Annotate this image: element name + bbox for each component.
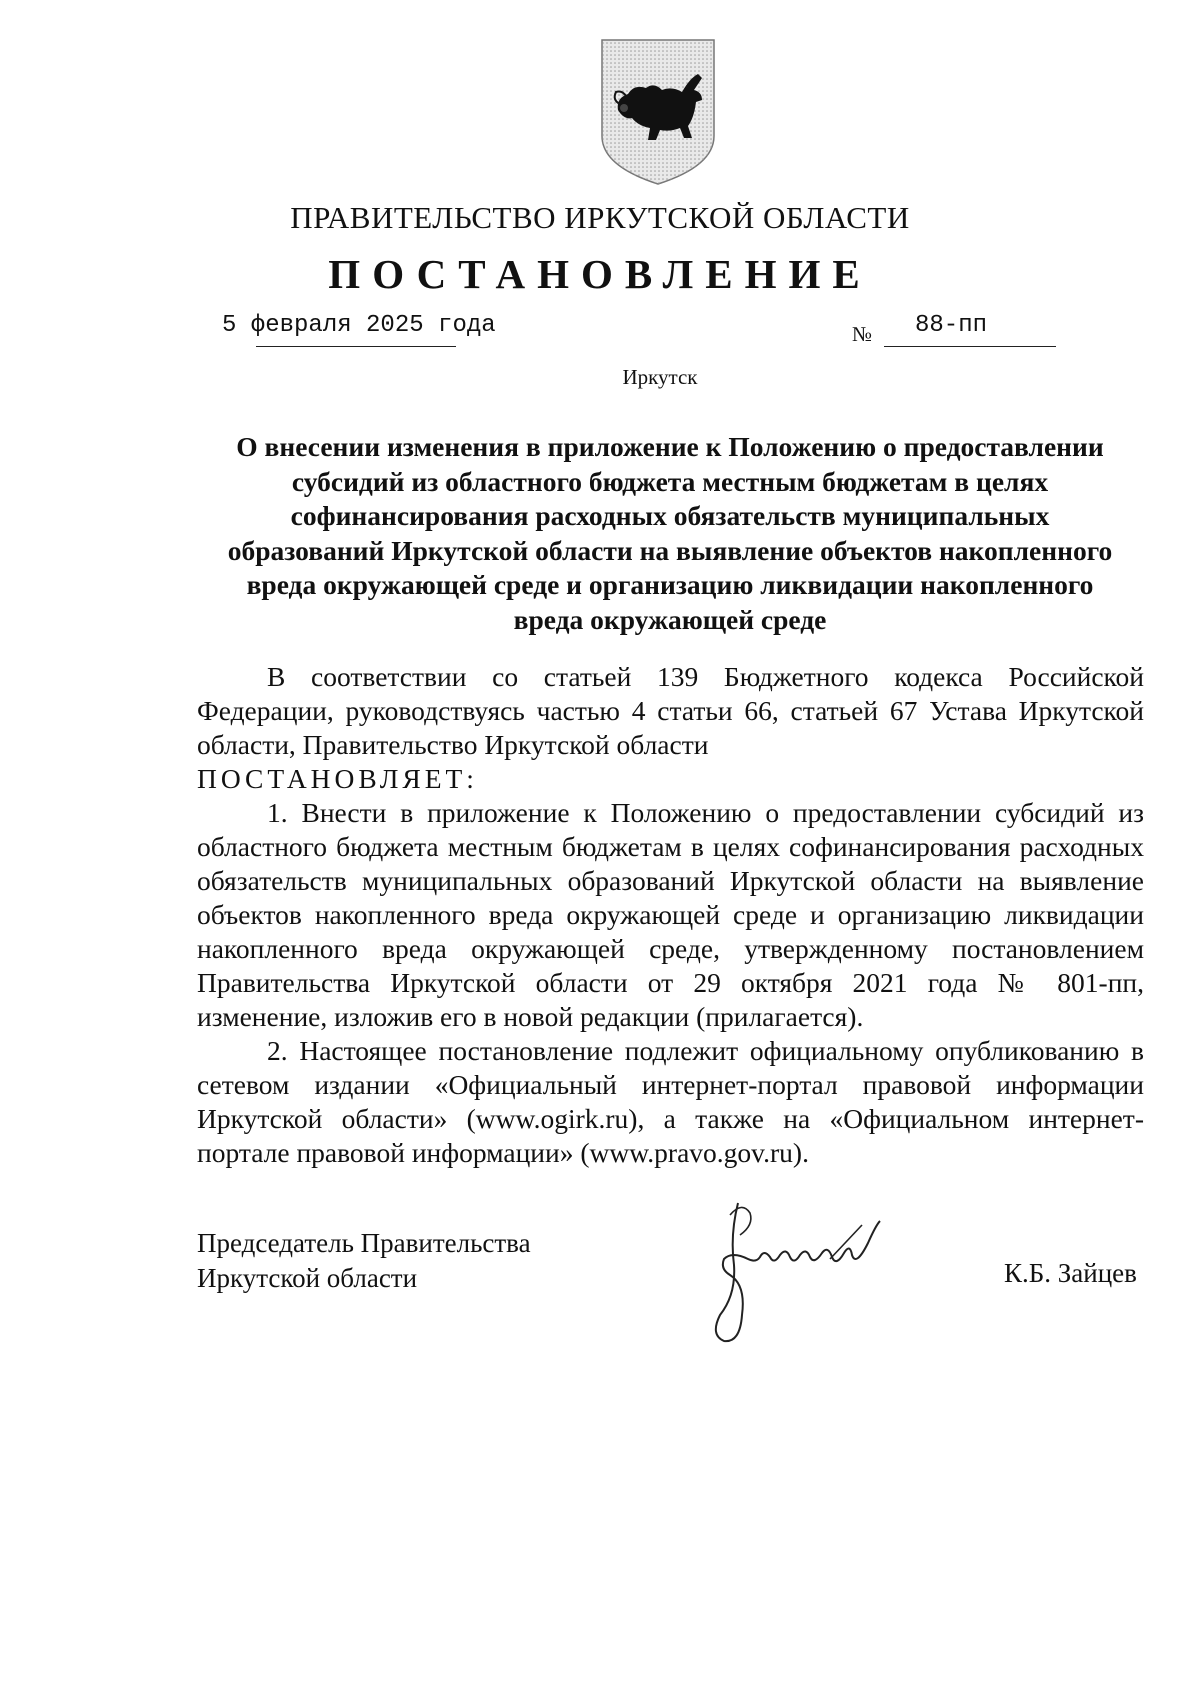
date-underline [256, 346, 456, 347]
item-2: 2. Настоящее постановление подлежит официальному опубликованию в сетевом издании «Официальный интернет-портал правовой информации Иркутской области» (www.ogirk.ru), а также на «Официальном интернет-портале правовой информации» (www.pravo.gov.ru). [197, 1035, 1144, 1168]
decree-title: О внесении изменения в приложение к Положению о предоставлении субсидий из областного бюджета местным бюджетам в целях софинансирования расходных обязательств муниципальных образований Иркутской области на выявление объектов накопленного вреда окружающей среде и организацию ликвидации накопленного вреда окружающей среде [227, 431, 1113, 635]
government-name: ПРАВИТЕЛЬСТВО ИРКУТСКОЙ ОБЛАСТИ [290, 200, 910, 235]
position-line-1: Председатель Правительства [197, 1228, 531, 1258]
item-1: 1. Внести в приложение к Положению о предоставлении субсидий из областного бюджета местным бюджетам в целях софинансирования расходных обязательств муниципальных образований Иркутской области на выявление объектов накопленного вреда окружающей среде и организацию ликвидации накопленного вреда окружающей среде, утвержденному постановлением Правительства Иркутской области от 29 октября 2021 года № 801-пп, изменение, изложив его в новой редакции (прилагается). [197, 797, 1144, 1032]
decree-date: 5 февраля 2025 года [222, 312, 496, 339]
signatory-position [197, 1226, 531, 1296]
position-line-2: Иркутской области [197, 1263, 418, 1293]
decree-number: 88-пп [915, 312, 988, 339]
resolves-word: ПОСТАНОВЛЯЕТ: [197, 763, 478, 794]
preamble: В соответствии со статьей 139 Бюджетного кодекса Российской Федерации, руководствуясь частью 4 статьи 66, статьей 67 Устава Иркутской области, Правительство Иркутской области [197, 661, 1144, 760]
decree-body [197, 660, 1144, 1170]
number-sign: № [852, 322, 873, 346]
city: Иркутск [622, 365, 698, 389]
signatory-name: К.Б. Зайцев [1004, 1258, 1137, 1288]
document-type: ПОСТАНОВЛЕНИЕ [328, 251, 872, 297]
number-underline [884, 346, 1056, 347]
handwritten-signature [690, 1195, 920, 1345]
irkutsk-coat-of-arms-icon [598, 38, 718, 186]
